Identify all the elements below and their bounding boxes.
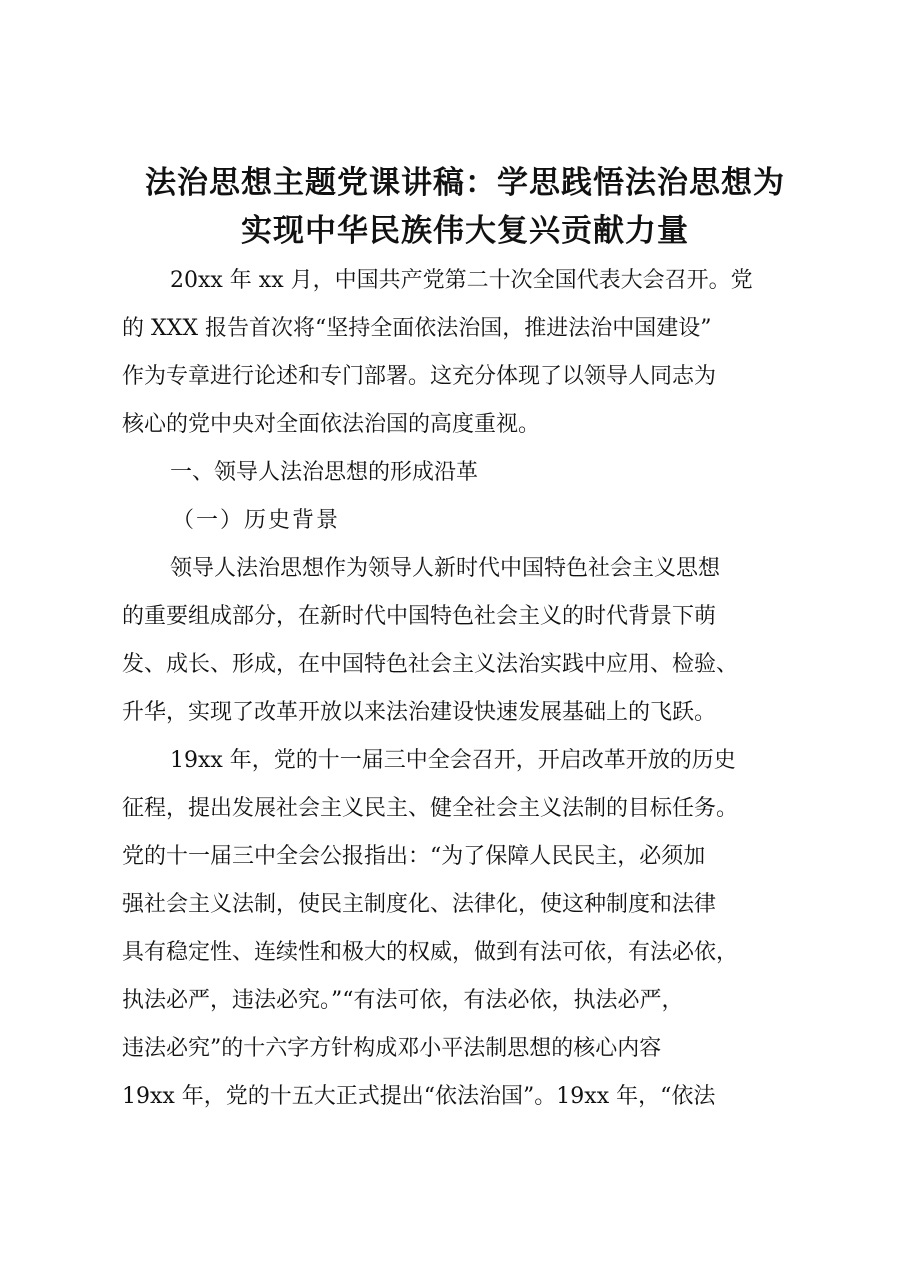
text-line: 作为专章进行论述和专门部署。这充分体现了以领导人同志为 [122,364,717,389]
text-line: 升华，实现了改革开放以来法治建设快速发展基础上的飞跃。 [122,700,717,725]
text-line: 领导人法治思想作为领导人新时代中国特色社会主义思想 [170,556,721,581]
text-line: 违法必究”的十六字方针构成邓小平法制思想的核心内容 [122,1036,662,1061]
text-line: 具有稳定性、连续性和极大的权威，做到有法可依，有法必依， [122,940,739,965]
text-line: 19xx 年，党的十一届三中全会召开，开启改革开放的历史 [170,748,736,773]
text-line: 征程，提出发展社会主义民主、健全社会主义法制的目标任务。 [122,796,739,821]
text-line: 20xx 年 xx 月，中国共产党第二十次全国代表大会召开。党 [170,268,753,293]
text-line: 19xx 年，党的十五大正式提出“依法治国”。19xx 年，“依法 [122,1084,716,1109]
text-line: 党的十一届三中全会公报指出：“为了保障人民民主，必须加 [122,844,706,869]
text-line: 的 XXX 报告首次将“坚持全面依法治国，推进法治中国建设” [122,316,712,341]
subsection-heading: （一）历史背景 [172,508,341,533]
section-heading: 一、领导人法治思想的形成沿革 [170,460,479,485]
text-line: 执法必严，违法必究。”“有法可依，有法必依，执法必严， [122,988,684,1013]
text-line: 的重要组成部分，在新时代中国特色社会主义的时代背景下萌 [122,604,717,629]
text-line: 核心的党中央对全面依法治国的高度重视。 [122,412,541,437]
text-line: 强社会主义法制，使民主制度化、法律化，使这种制度和法律 [122,892,717,917]
document-title-line-2: 实现中华民族伟大复兴贡献力量 [241,213,689,249]
text-line: 发、成长、形成，在中国特色社会主义法治实践中应用、检验、 [122,652,739,677]
document-title-line-1: 法治思想主题党课讲稿：学思践悟法治思想为 [145,165,785,201]
